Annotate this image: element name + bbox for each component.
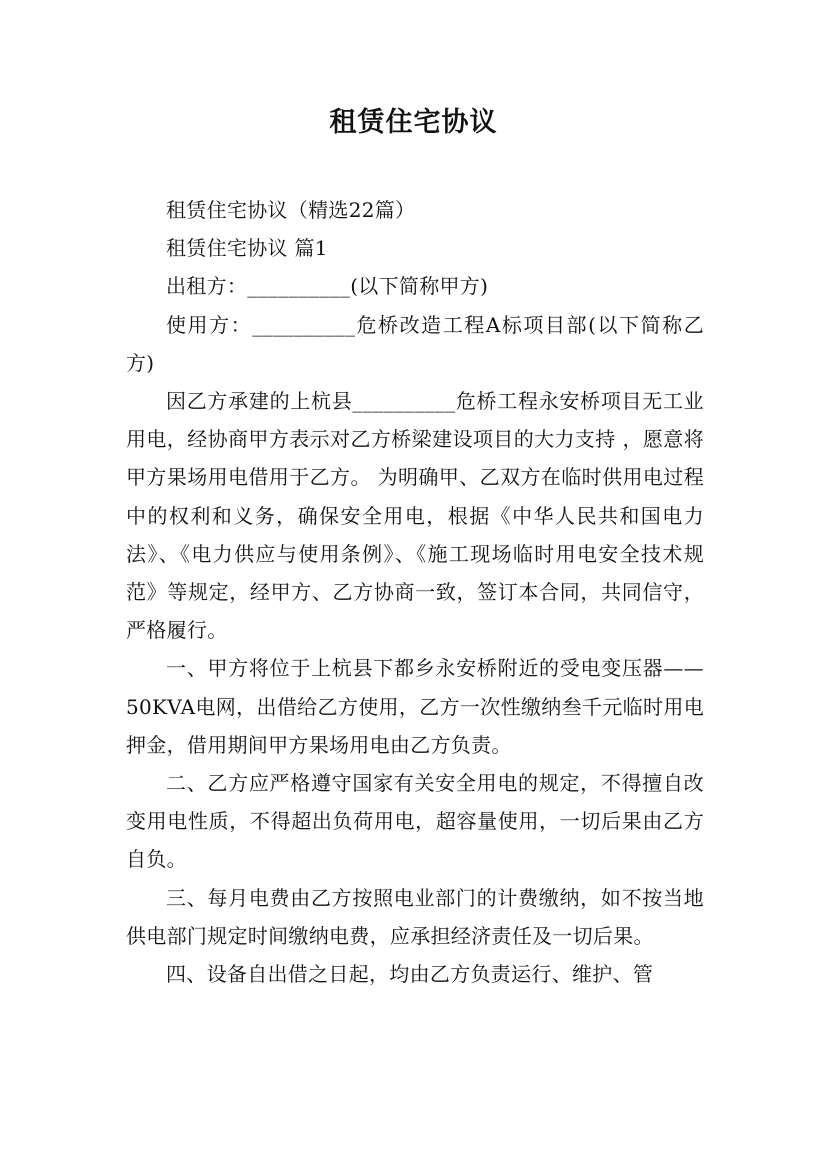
paragraph-subtitle: 租赁住宅协议（精选22篇） (166, 198, 416, 222)
document-title: 租赁住宅协议 (329, 107, 498, 138)
paragraph-clause-3: 三、每月电费由乙方按照电业部门的计费缴纳，如不按当地供电部门规定时间缴纳电费，应承担经济责任及一切后果。 (126, 885, 704, 948)
paragraph-clause-2: 二、乙方应严格遵守国家有关安全用电的规定，不得擅自改变用电性质，不得超出负荷用电，超容量使用，一切后果由乙方自负。 (126, 771, 704, 872)
paragraph-lessor: 出租方：__________(以下简称甲方) (166, 274, 489, 299)
paragraph-user: 使用方：__________危桥改造工程A标项目部(以下简称乙方) (126, 312, 704, 375)
paragraph-clause-1: 一、甲方将位于上杭县下都乡永安桥附近的受电变压器——50KVA电网，出借给乙方使用，乙方一次性缴纳叁千元临时用电押金，借用期间甲方果场用电由乙方负责。 (126, 656, 704, 757)
paragraph-section-heading: 租赁住宅协议 篇1 (166, 236, 328, 261)
paragraph-preamble: 因乙方承建的上杭县__________危桥工程永安桥项目无工业用电，经协商甲方表示对乙方桥梁建设项目的大力支持 ，愿意将甲方果场用电借用于乙方。 为明确甲、乙双方在临时供用电过程中的权利和义务，确保安全用电，根据《中华人民共和国电力法》、《电力供应与使用条例》、《施工现场临时用电安全技术规范》等规定，经甲方、乙方协商一致，签订本合同，共同信守，严格履行。 (126, 389, 704, 643)
document-body (126, 191, 704, 993)
paragraph-clause-4: 四、设备自出借之日起，均由乙方负责运行、维护、管 (166, 962, 654, 987)
